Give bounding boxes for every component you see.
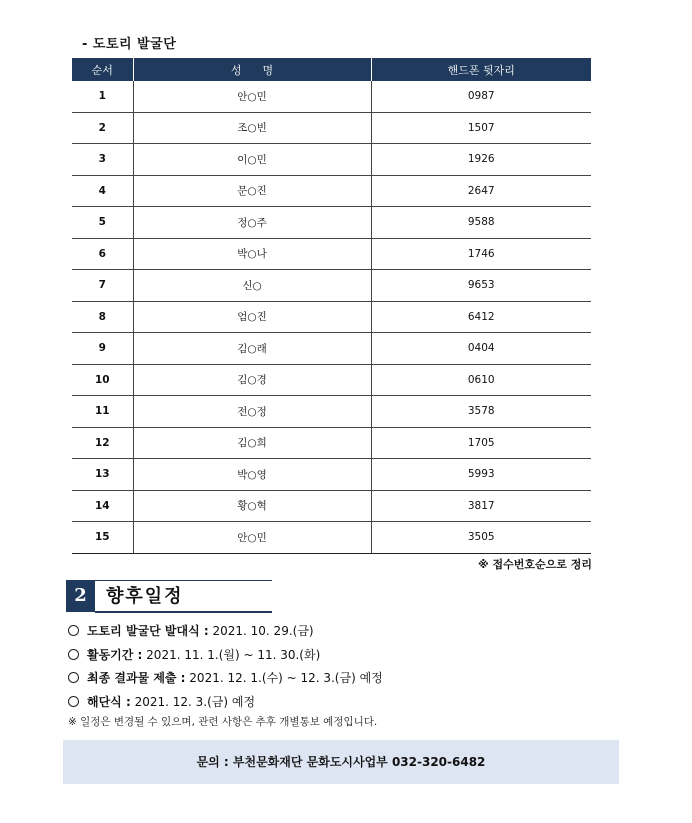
schedule-item-value: 2021. 12. 1.(수) ~ 12. 3.(금) 예정 [185, 671, 383, 685]
cell-order: 8 [72, 301, 133, 333]
cell-phone: 3578 [371, 396, 591, 428]
circle-bullet-icon [68, 672, 79, 683]
cell-phone: 9653 [371, 270, 591, 302]
schedule-title: 향후일정 [106, 586, 184, 607]
table-row [72, 207, 591, 239]
section-title: - 도토리 발굴단 [82, 37, 177, 52]
cell-phone: 0987 [371, 81, 591, 112]
cell-name: 조○빈 [133, 112, 371, 144]
table-row [72, 490, 591, 522]
cell-name: 안○민 [133, 81, 371, 112]
cell-order: 12 [72, 427, 133, 459]
table-row [72, 459, 591, 491]
header-order: 순서 [72, 58, 133, 81]
schedule-item [68, 620, 383, 644]
cell-phone: 1746 [371, 238, 591, 270]
cell-phone: 1507 [371, 112, 591, 144]
cell-order: 4 [72, 175, 133, 207]
cell-name: 문○진 [133, 175, 371, 207]
cell-order: 11 [72, 396, 133, 428]
table-row [72, 396, 591, 428]
cell-order: 14 [72, 490, 133, 522]
schedule-item-value: 2021. 10. 29.(금) [208, 624, 314, 638]
cell-order: 6 [72, 238, 133, 270]
cell-name: 신○ [133, 270, 371, 302]
cell-order: 1 [72, 81, 133, 112]
schedule-item-label: 도토리 발굴단 발대식 : [87, 624, 209, 638]
table-row [72, 238, 591, 270]
cell-phone: 2647 [371, 175, 591, 207]
cell-order: 15 [72, 522, 133, 554]
cell-phone: 6412 [371, 301, 591, 333]
cell-phone: 3505 [371, 522, 591, 554]
table-row [72, 427, 591, 459]
cell-phone: 3817 [371, 490, 591, 522]
cell-name: 전○정 [133, 396, 371, 428]
table-row [72, 112, 591, 144]
table-row [72, 175, 591, 207]
cell-name: 김○경 [133, 364, 371, 396]
cell-phone: 5993 [371, 459, 591, 491]
cell-name: 엄○진 [133, 301, 371, 333]
schedule-item-label: 활동기간 : [87, 647, 143, 662]
heading-top-rule [95, 580, 272, 581]
schedule-item-value: 2021. 11. 1.(월) ~ 11. 30.(화) [142, 647, 321, 662]
cell-phone: 0610 [371, 364, 591, 396]
cell-name: 정○주 [133, 207, 371, 239]
schedule-item-label: 해단식 : [87, 694, 131, 709]
cell-phone: 1705 [371, 427, 591, 459]
schedule-heading [66, 580, 272, 614]
cell-order: 2 [72, 112, 133, 144]
cell-order: 3 [72, 144, 133, 176]
cell-order: 13 [72, 459, 133, 491]
table-row [72, 144, 591, 176]
schedule-item [68, 667, 383, 691]
cell-phone: 1926 [371, 144, 591, 176]
header-phone: 핸드폰 뒷자리 [371, 58, 591, 81]
header-name: 성 명 [133, 58, 371, 81]
sort-note: ※ 접수번호순으로 정리 [478, 558, 592, 571]
cell-name: 김○희 [133, 427, 371, 459]
contact-banner: 문의 : 부천문화재단 문화도시사업부 032-320-6482 [63, 740, 619, 784]
circle-bullet-icon [68, 625, 79, 636]
table-row [72, 364, 591, 396]
heading-bottom-rule [95, 611, 272, 613]
cell-name: 박○나 [133, 238, 371, 270]
cell-name: 황○혁 [133, 490, 371, 522]
schedule-item-value: 2021. 12. 3.(금) 예정 [130, 694, 256, 709]
cell-name: 박○영 [133, 459, 371, 491]
table-row [72, 301, 591, 333]
cell-phone: 0404 [371, 333, 591, 365]
roster-table [72, 58, 591, 554]
cell-name: 안○민 [133, 522, 371, 554]
schedule-footnote: ※ 일정은 변경될 수 있으며, 관련 사항은 추후 개별통보 예정입니다. [68, 716, 378, 728]
schedule-list [68, 620, 383, 714]
cell-name: 이○민 [133, 144, 371, 176]
table-header-row [72, 58, 591, 81]
table-row [72, 270, 591, 302]
cell-order: 9 [72, 333, 133, 365]
cell-order: 10 [72, 364, 133, 396]
cell-phone: 9588 [371, 207, 591, 239]
cell-order: 7 [72, 270, 133, 302]
schedule-item [68, 691, 383, 715]
circle-bullet-icon [68, 696, 79, 707]
table-row [72, 522, 591, 554]
section-number-badge: 2 [66, 580, 95, 612]
schedule-item-label: 최종 결과물 제출 : [87, 671, 186, 685]
table-row [72, 81, 591, 112]
table-row [72, 333, 591, 365]
schedule-item [68, 644, 383, 668]
cell-order: 5 [72, 207, 133, 239]
cell-name: 김○래 [133, 333, 371, 365]
circle-bullet-icon [68, 649, 79, 660]
